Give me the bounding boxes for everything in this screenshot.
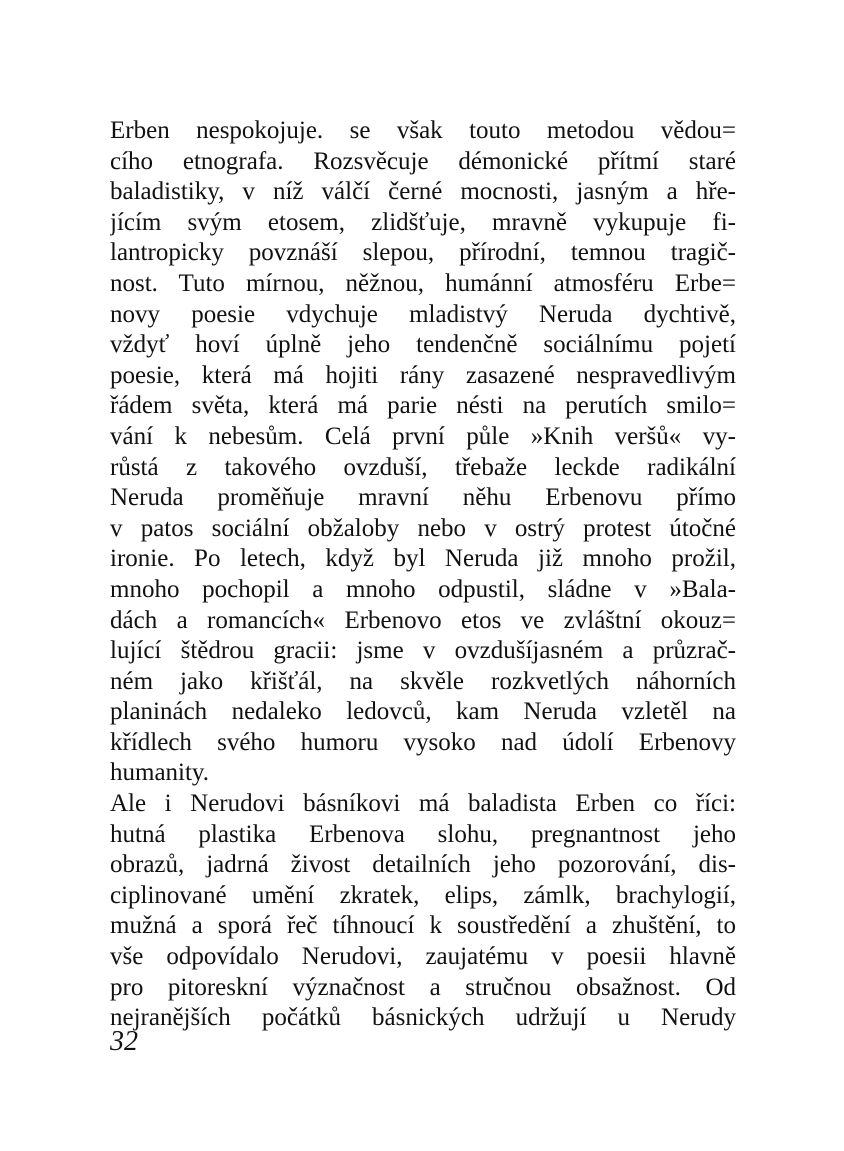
body-text xyxy=(110,116,736,1034)
text-line: poesie, která má hojiti rány zasazené nespravedlivým xyxy=(110,361,736,389)
page-number: 32 xyxy=(110,1026,138,1057)
text-line: obrazů, jadrná živost detailních jeho pozorování, dis- xyxy=(110,851,736,879)
text-line: novy poesie vdychuje mladistvý Neruda dychtivě, xyxy=(110,300,736,328)
text-line: řádem světa, která má parie nésti na perutích smilo= xyxy=(110,392,736,420)
text-line: baladistiky, v níž válčí černé mocnosti, jasným a hře- xyxy=(110,178,736,206)
text-line: Ale i Nerudovi básníkovi má baladista Erben co říci: xyxy=(110,790,736,818)
text-line: jícím svým etosem, zlidšťuje, mravně vykupuje fi- xyxy=(110,208,736,236)
text-line: mnoho pochopil a mnoho odpustil, sládne v »Bala- xyxy=(110,575,736,603)
text-line: dách a romancích« Erbenovo etos ve zvláštní okouz= xyxy=(110,606,736,634)
text-line: růstá z takového ovzduší, třebaže leckde radikální xyxy=(110,453,736,481)
text-line: nejranějších počátků básnických udržují u Nerudy xyxy=(110,1004,736,1032)
text-line: lující štědrou gracii: jsme v ovzdušíjasném a průzrač- xyxy=(110,637,736,665)
text-line: planinách nedaleko ledovců, kam Neruda vzletěl na xyxy=(110,698,736,726)
paragraph-end-line: humanity. xyxy=(110,759,210,787)
text-line: vždyť hoví úplně jeho tendenčně sociálnímu pojetí xyxy=(110,331,736,359)
text-line: nost. Tuto mírnou, něžnou, humánní atmosféru Erbe= xyxy=(110,269,736,297)
text-line: mužná a sporá řeč tíhnoucí k soustředění a zhuštění, to xyxy=(110,912,736,940)
text-line: lantropicky povznáší slepou, přírodní, temnou tragič- xyxy=(110,239,736,267)
text-line: v patos sociální obžaloby nebo v ostrý protest útočné xyxy=(110,514,736,542)
text-line: křídlech svého humoru vysoko nad údolí Erbenovy xyxy=(110,728,736,756)
text-line: cího etnografa. Rozsvěcuje démonické přítmí staré xyxy=(110,147,736,175)
text-line: hutná plastika Erbenova slohu, pregnantnost jeho xyxy=(110,820,736,848)
text-line: ném jako křišťál, na skvěle rozkvetlých náhorních xyxy=(110,667,736,695)
text-line: vání k nebesům. Celá první půle »Knih veršů« vy- xyxy=(110,422,736,450)
text-line: pro pitoreskní význačnost a stručnou obsažnost. Od xyxy=(110,973,736,1001)
text-line: Erben nespokojuje. se však touto metodou vědou= xyxy=(110,117,736,144)
text-line: Neruda proměňuje mravní něhu Erbenovu přímo xyxy=(110,484,736,512)
text-line: ciplinované umění zkratek, elips, zámlk, brachylogií, xyxy=(110,881,736,909)
text-line: ironie. Po letech, když byl Neruda již mnoho prožil, xyxy=(110,545,736,573)
text-line: vše odpovídalo Nerudovi, zaujatému v poesii hlavně xyxy=(110,943,736,971)
